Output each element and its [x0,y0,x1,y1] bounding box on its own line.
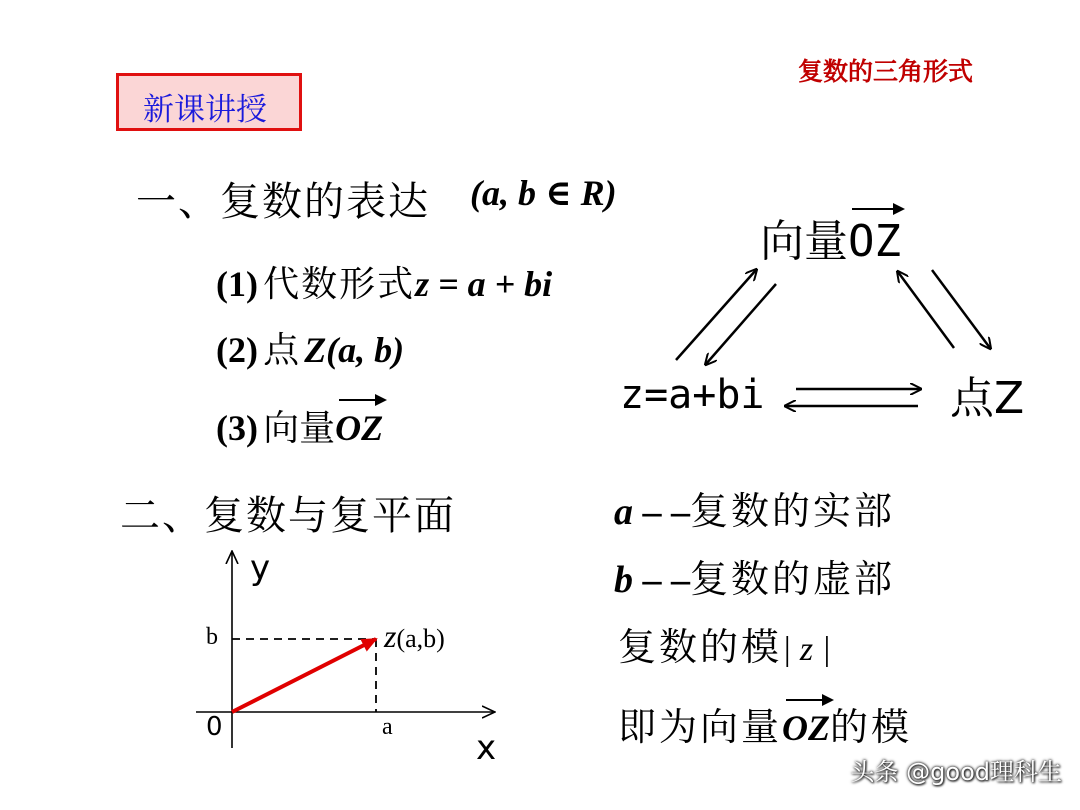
point-var: z [384,618,397,654]
fact-text: 复数的模 [618,625,783,669]
item-number: (3) [216,408,258,448]
item-label: 代数形式 [263,264,416,305]
vector-oz: OZ [782,708,831,748]
vector-oz-red [232,639,376,712]
fact-var: a [614,491,633,533]
fact-text: 复数的虚部 [690,557,896,601]
b-tick-label: b [206,624,218,650]
vector-oz: OZ [335,408,384,448]
a-tick-label: a [382,714,393,740]
item-math: Z(a, b) [304,330,405,370]
item-number: (2) [216,330,258,370]
fact-text: 复数的实部 [690,489,896,533]
triangle-top-prefix: 向量 [760,216,848,267]
triangle-right-label: 点Z [950,373,1025,424]
page-header-title: 复数的三角形式 [798,57,974,86]
point-coords: (a,b) [396,624,445,653]
section1-heading: 一、复数的表达 [136,179,430,225]
y-axis-label: y [250,548,271,588]
fact-dash: – – [633,491,690,533]
fact-dash: – – [633,559,690,601]
fact-var: b [614,559,633,601]
x-axis-label: x [476,728,497,768]
item-label: 点 [263,330,300,371]
item-number: (1) [216,264,258,304]
watermark: 头条 @good理科生 [850,758,1062,786]
fact-text: 的模 [830,705,913,749]
section1-condition: (a, b ∈ R) [470,173,617,213]
triangle-left-label: z=a+bi [620,372,765,418]
origin-label: 0 [206,712,223,742]
item-label: 向量 [263,408,336,449]
point-z-label [384,618,445,655]
fact-math: | z | [782,631,831,668]
triangle-top-vector: OZ [848,216,901,267]
lesson-badge-label: 新课讲授 [143,92,267,128]
fact-text: 即为向量 [618,705,783,749]
section2-heading: 二、复数与复平面 [120,493,456,539]
item-math: z = a + bi [415,264,553,304]
